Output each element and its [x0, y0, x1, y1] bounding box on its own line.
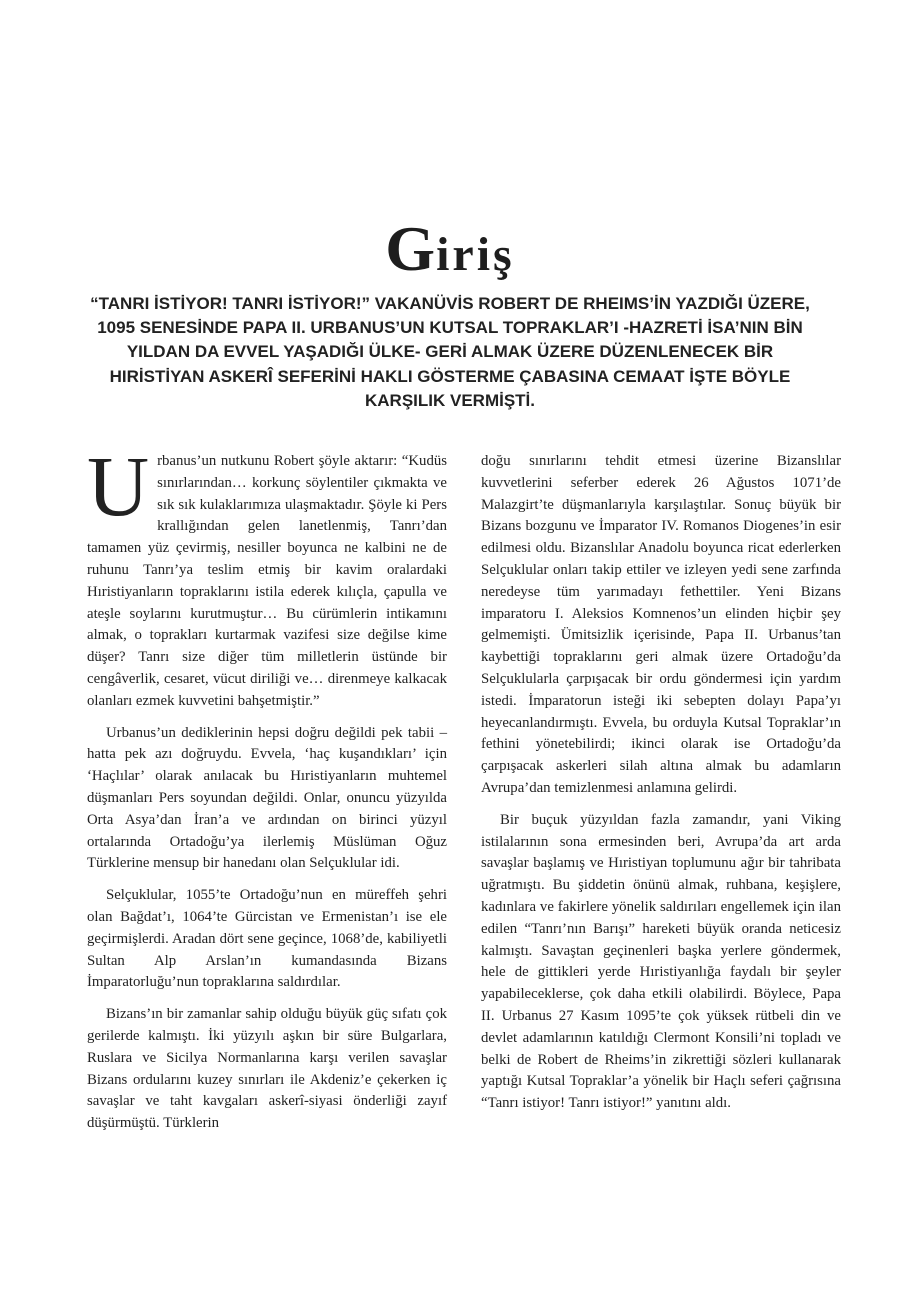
chapter-subtitle: “TANRI İSTİYOR! TANRI İSTİYOR!” VAKANÜVİS ROBERT DE RHEIMS’İN YAZDIĞI ÜZERE, 1095 SENESİNDE PAPA II. URBANUS’UN KUTSAL TOPRAKLAR’I -HAZRETİ İSA’NIN BİN YILDAN DA EVVEL YAŞADIĞI ÜLKE- GERİ ALMAK ÜZERE DÜZENLENECEK BİR HIRİSTİYAN ASKERÎ SEFERİNİ HAKLI GÖSTERME ÇABASINA CEMAAT İŞTE BÖYLE KARŞILIK VERMİŞTİ.	[90, 294, 810, 410]
right-column	[481, 451, 841, 1125]
paragraph-2: Urbanus’un dediklerinin hepsi doğru değildi pek tabii –hatta pek azı doğruydu. Evvela, ‘haç kuşandıkları’ için ‘Haçlılar’ olarak anılacak bu Hıristiyanların muhtemel düşmanları Pers soyundan değildi. Onlar, onuncu yüzyılda Orta Asya’dan İran’a ve ardından on birinci yüzyıl ortalarında Ortadoğu’ya ilerlemiş Müslüman Oğuz Türklerine mensup bir hanedanı olan Selçuklular idi.	[87, 724, 447, 872]
paragraph-1	[87, 438, 447, 713]
paragraph-4: Bizans’ın bir zamanlar sahip olduğu büyük güç sıfatı çok gerilerde kalmıştı. İki yüzyılı aşkın bir süre Bulgarlara, Ruslara ve Sicilya Normanlarına karşı verilen savaşlar Bizans ordularını kuzey sınırları ile Akdeniz’e çekerken iç savaşlar ve taht kavgaları askerî-siyasi önderliği zayıf düşürmüştü. Türklerin	[87, 1006, 447, 1132]
paragraph-1-text: rbanus’un nutkunu Robert şöyle aktarır: “Kudüs sınırlarından… korkunç söylentiler çıkmakta ve sık sık kulaklarımıza ulaşmaktadır. Şöyle ki Pers krallığından gelen lanetlenmiş, Tanrı’dan tamamen yüz çevirmiş, nesiller boyunca ne kalbini ne de ruhunu Tanrı’ya teslim etmiş bir kavim oralardaki Hıristiyanların topraklarını istila ederek kılıçla, çapulla ve ateşle soylarını kurutmuştur… Bu cürümlerin intikamını almak, o toprakları kurtarmak vazifesi size değilse kime düşer? Tanrı size diğer tüm milletlerin üstünde bir cengâverlik, cesaret, vücut diriliği ve… direnmeye kalkacak olanları ezmek kuvvetini bahşetmiştir.”	[87, 453, 447, 709]
left-column	[87, 438, 447, 1145]
paragraph-5: Bir buçuk yüzyıldan fazla zamandır, yani Viking istilalarının sona ermesinden beri, Avrupa’da art arda savaşlar başlamış ve Hıristiyan toplumunu ağır bir tahribata uğratmıştı. Bu şiddetin önünü almak, ruhbana, keşişlere, kadınlara ve fakirlere yönelik saldırıları engellemek için ilan edilen “Tanrı’nın Barışı” hareketi büyük oranda neticesiz kalmıştı. Savaştan geçinenleri başka yerlere göndermek, hele de gittikleri yerde Hıristiyanlığa faydalı bir şeyler yapabileceklerse, çok daha etkili olabilirdi. Böylece, Papa II. Urbanus 27 Kasım 1095’te çok yüksek rütbeli din ve devlet adamlarının katıldığı Clermont Konsili’ni topladı ve belki de Robert de Rheims’in zikrettiği sözleri kullanarak yaptığı Kutsal Topraklar’a yönelik bir Haçlı seferi çağrısına “Tanrı istiyor! Tanrı istiyor!” yanıtını aldı.	[481, 811, 841, 1112]
page-title-rest: iriş	[436, 228, 515, 282]
paragraph-3: Selçuklular, 1055’te Ortadoğu’nun en müreffeh şehri olan Bağdat’ı, 1064’te Gürcistan ve Ermenistan’ı ise ele geçirmişlerdi. Aradan dört sene geçince, 1068’de, kabiliyetli Sultan Alp Arslan’ın kumandasında Bizans İmparatorluğu’nun topraklarına saldırdılar.	[87, 887, 447, 991]
drop-cap: U	[87, 438, 150, 534]
paragraph-4-continued: doğu sınırlarını tehdit etmesi üzerine Bizanslılar kuvvetlerini seferber ederek 26 Ağustos 1071’de Malazgirt’te düşmanlarıyla karşılaştılar. Sonuç büyük bir Bizans bozgunu ve İmparator IV. Romanos Diogenes’in esir edilmesi oldu. Bizanslılar Anadolu boyunca ricat ederlerken Selçuklular onları takip ettiler ve izleyen yedi sene zarfında neredeyse tüm yarımadayı fethettiler. Yeni Bizans imparatoru I. Aleksios Komnenos’un elinden hiçbir şey gelmemişti. Ümitsizlik içerisinde, Papa II. Urbanus’tan kaybettiği topraklarını geri almak üzere Ortadoğu’da Selçuklularla çarpışacak bir ordu göndermesi için yardım istedi. İmparatorun isteği iki sebepten dolayı Papa’yı heyecanlandırmıştı. Evvela, bu orduyla Kutsal Topraklar’ın fethini yönetebilirdi; ikinci olarak ise Ortadoğu’da çarpışacak askerleri silah altına almak bu adamların Avrupa’dan temizlenmesi anlamına gelirdi.	[481, 453, 841, 796]
page-title	[0, 213, 900, 285]
page-title-initial: G	[385, 213, 437, 285]
